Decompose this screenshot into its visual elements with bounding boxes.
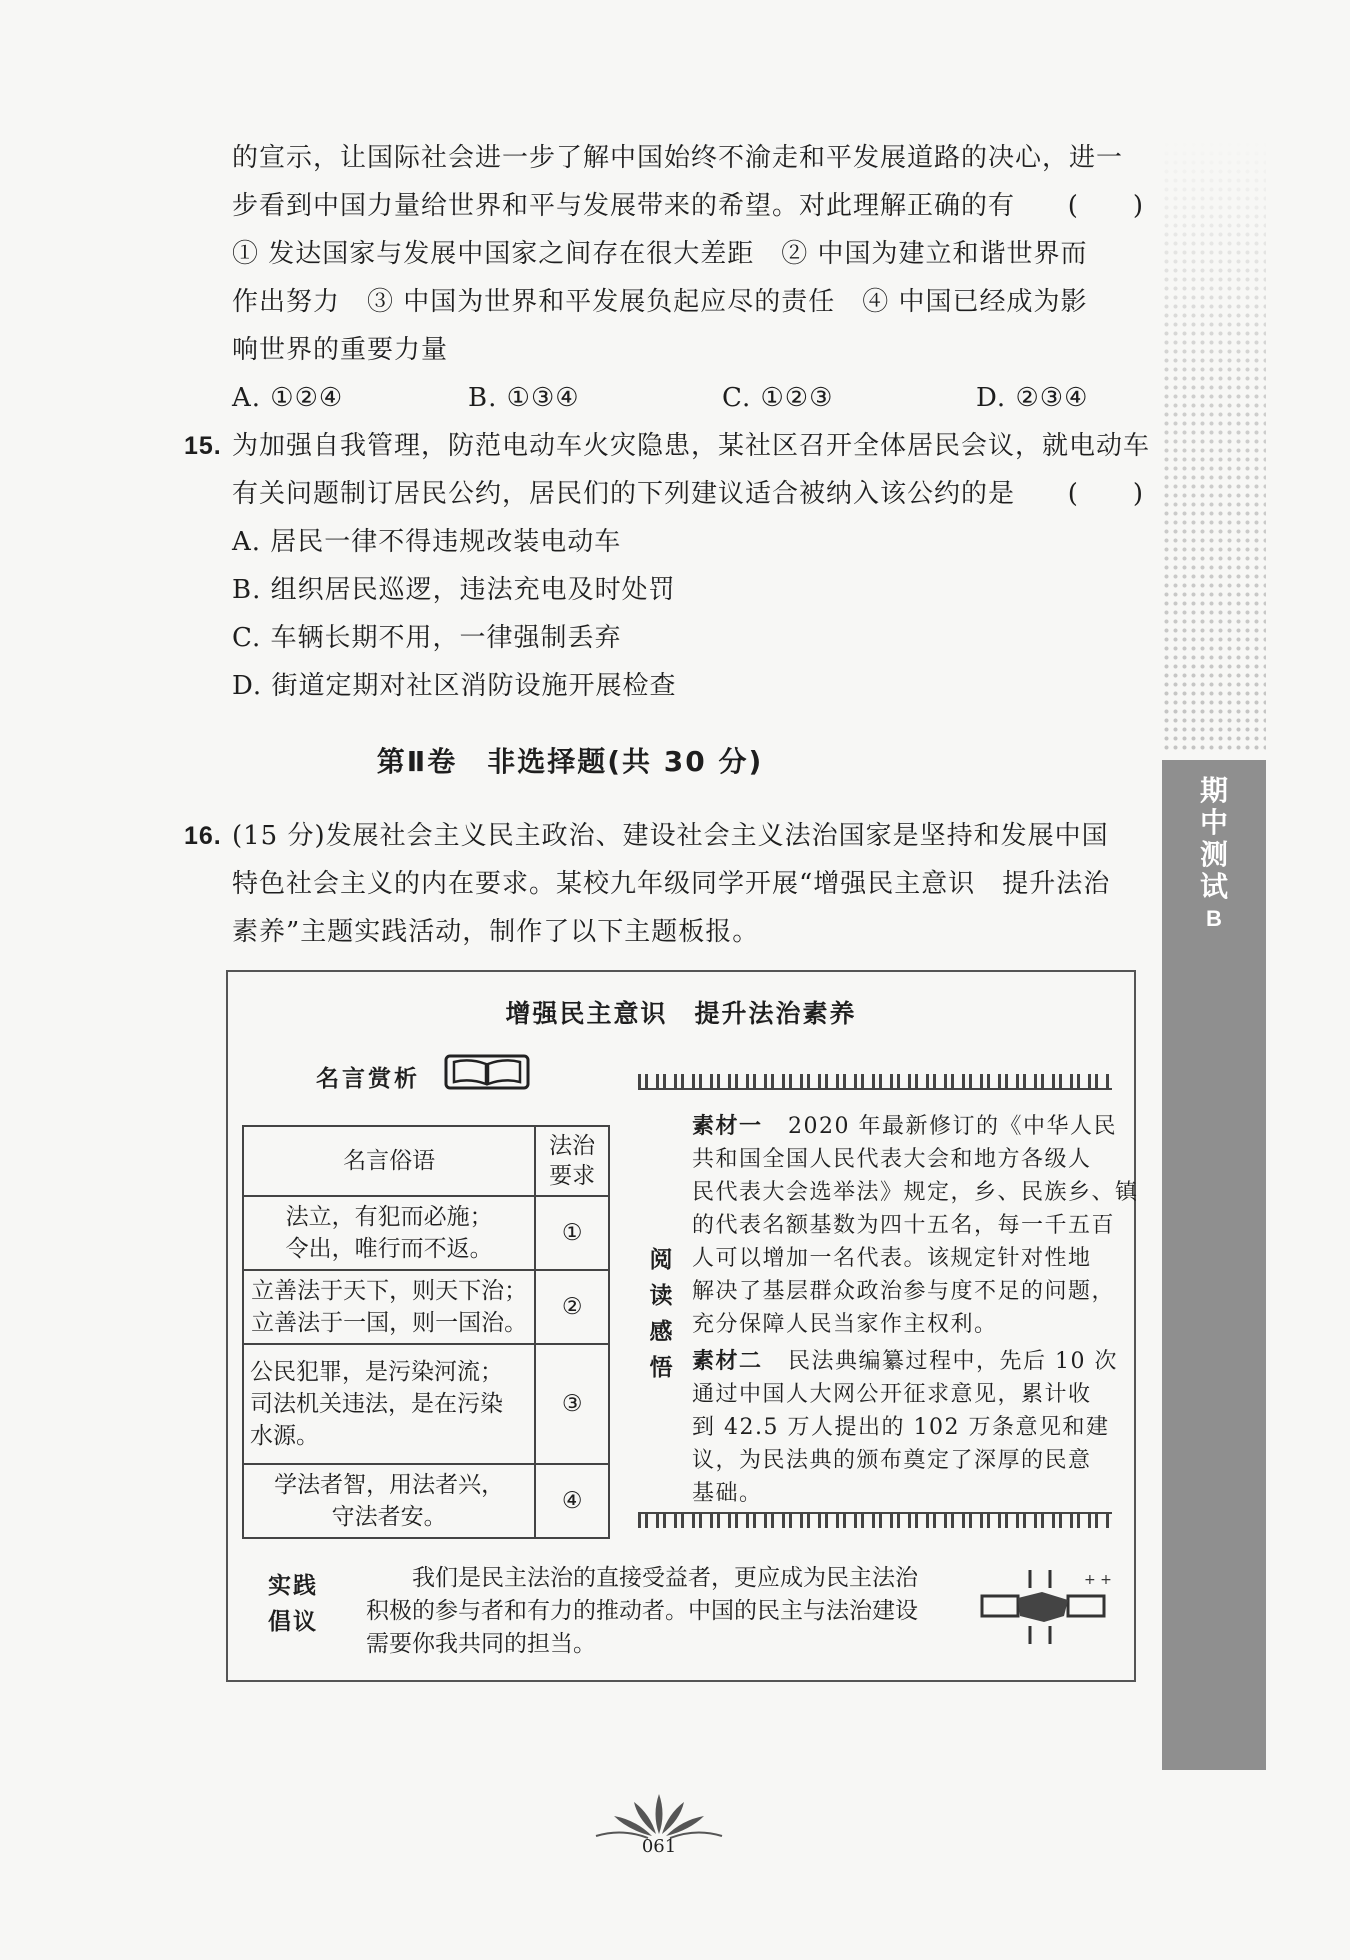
material-2: 素材二 民法典编纂过程中，先后 10 次 通过中国人大网公开征求意见，累计收 到 42.5 万人提出的 102 万条意见和建 议，为民法典的颁布奠定了深厚的民意 基础。 xyxy=(692,1349,1118,1506)
side-tab xyxy=(1162,140,1266,1770)
decorative-border xyxy=(638,1074,1112,1090)
q15-line: 有关问题制订居民公约，居民们的下列建议适合被纳入该公约的是 xyxy=(232,479,1016,509)
table-header: 法治要求 xyxy=(535,1126,609,1196)
svg-text:+ +: + + xyxy=(1084,1572,1112,1588)
practice-text: 我们是民主法治的直接受益者，更应成为民主法治 积极的参与者和有力的推动者。中国的民主与法治建设 需要你我共同的担当。 xyxy=(366,1565,918,1657)
section-title: 第Ⅱ卷 非选择题(共 30 分) xyxy=(376,745,764,778)
question-14-tail xyxy=(232,134,1144,422)
q16-line: 素养”主题实践活动，制作了以下主题板报。 xyxy=(232,917,760,947)
table-row: 学法者智，用法者兴， 守法者安。 ④ xyxy=(243,1464,609,1538)
sayings-table xyxy=(242,1125,610,1539)
requirement-mark: ① xyxy=(535,1196,609,1270)
option-a: A. ①②④ xyxy=(232,383,344,413)
q14-line: 作出努力 ③ 中国为世界和平发展负起应尽的责任 ④ 中国已经成为影 xyxy=(232,287,1088,317)
q14-line: ① 发达国家与发展中国家之间存在很大差距 ② 中国为建立和谐世界而 xyxy=(232,239,1088,269)
side-tab-label: 期 中 测 试 B xyxy=(1199,774,1228,931)
reading-label: 阅 读 感 悟 xyxy=(649,1246,673,1381)
question-number: 15. xyxy=(184,432,222,460)
option-b: B. 组织居民巡逻，违法充电及时处罚 xyxy=(232,575,676,605)
option-a: A. 居民一律不得违规改装电动车 xyxy=(232,527,622,557)
option-d: D. ②③④ xyxy=(976,383,1089,413)
q14-line: 的宣示，让国际社会进一步了解中国始终不渝走和平发展道路的决心，进一 xyxy=(232,143,1124,173)
q16-line: 特色社会主义的内在要求。某校九年级同学开展“增强民主意识 提升法治 xyxy=(232,869,1111,899)
theme-board xyxy=(226,970,1139,1682)
decorative-border xyxy=(638,1512,1112,1528)
table-row: 公民犯罪，是污染河流； 司法机关违法，是在污染 水源。 ③ xyxy=(243,1344,609,1464)
handshake-icon xyxy=(980,1568,1112,1646)
q14-options xyxy=(232,374,1144,422)
option-d: D. 街道定期对社区消防设施开展检查 xyxy=(232,671,677,701)
board-title: 增强民主意识 提升法治素养 xyxy=(505,999,857,1028)
requirement-mark: ④ xyxy=(535,1464,609,1538)
question-15 xyxy=(184,422,1151,710)
page-number: 061 xyxy=(641,1836,677,1857)
book-icon xyxy=(444,1052,530,1092)
leaf-ornament-icon xyxy=(592,1790,726,1842)
q14-line: 响世界的重要力量 xyxy=(232,335,449,365)
table-row: 立善法于天下，则天下治； 立善法于一国，则一国治。 ② xyxy=(243,1270,609,1344)
material-1: 素材一 2020 年最新修订的《中华人民 共和国全国人民代表大会和地方各级人 民代表大会选举法》规定，乡、民族乡、镇 的代表名额基数为四十五名，每一千五百 人可以增加一名代表。该规定针对性地 解决了基层群众政治参与度不足的问题， 充分保障人民当家作主权利。 xyxy=(692,1114,1139,1337)
answer-blank: ( ) xyxy=(1067,479,1144,509)
q16-line: (15 分)发展社会主义民主政治、建设社会主义法治国家是坚持和发展中国 xyxy=(232,821,1109,851)
question-16 xyxy=(184,812,1144,956)
table-header: 名言俗语 xyxy=(243,1126,535,1196)
requirement-mark: ③ xyxy=(535,1344,609,1464)
material-label: 素材二 xyxy=(692,1349,763,1374)
q14-line: 步看到中国力量给世界和平与发展带来的希望。对此理解正确的有 xyxy=(232,191,1016,221)
option-b: B. ①③④ xyxy=(468,383,580,413)
practice-label: 实践 倡议 xyxy=(268,1572,318,1635)
option-c: C. ①②③ xyxy=(722,383,834,413)
option-c: C. 车辆长期不用，一律强制丢弃 xyxy=(232,623,622,653)
q15-line: 为加强自我管理，防范电动车火灾隐患，某社区召开全体居民会议，就电动车 xyxy=(232,431,1151,461)
answer-blank: ( ) xyxy=(1067,191,1144,221)
quotes-label: 名言赏析 xyxy=(316,1065,420,1092)
requirement-mark: ② xyxy=(535,1270,609,1344)
material-label: 素材一 xyxy=(692,1114,763,1139)
question-number: 16. xyxy=(184,822,222,850)
table-row: 法立，有犯而必施； 令出，唯行而不返。 ① xyxy=(243,1196,609,1270)
